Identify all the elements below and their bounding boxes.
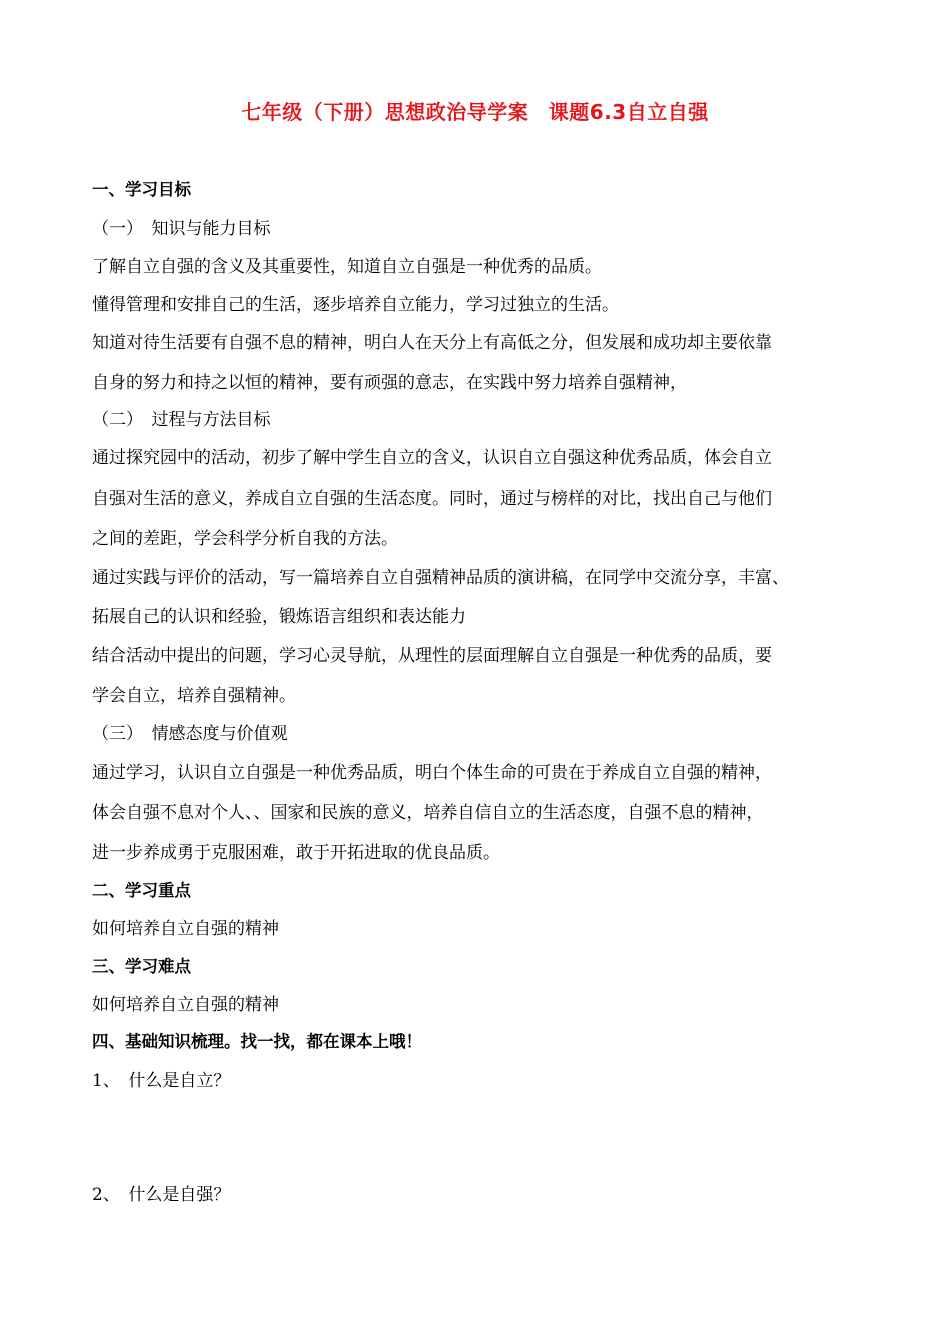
- goal2-line: 之间的差距，学会科学分析自我的方法。: [92, 529, 398, 549]
- goal1-line: 自身的努力和持之以恒的精神，要有顽强的意志，在实践中努力培养自强精神，: [92, 373, 687, 393]
- goal2-line: 结合活动中提出的问题，学习心灵导航，从理性的层面理解自立自强是一种优秀的品质，要: [92, 646, 772, 666]
- goal1-heading: （一） 知识与能力目标: [92, 219, 271, 239]
- goals-heading: 一、学习目标: [92, 180, 191, 199]
- goal2-line: 通过实践与评价的活动，写一篇培养自立自强精神品质的演讲稿，在同学中交流分享，丰富、: [92, 568, 789, 588]
- document-title: 七年级（下册）思想政治导学案 课题6.3自立自强: [241, 100, 709, 124]
- goal2-line: 通过探究园中的活动，初步了解中学生自立的含义，认识自立自强这种优秀品质，体会自立: [92, 448, 772, 468]
- question-1: 1、 什么是自立？: [92, 1071, 231, 1091]
- goal2-line: 拓展自己的认识和经验，锻炼语言组织和表达能力: [92, 607, 466, 627]
- basics-heading: 四、基础知识梳理。找一找，都在课本上哦！: [92, 1032, 422, 1051]
- goal3-heading: （三） 情感态度与价值观: [92, 724, 288, 744]
- goal2-line: 自强对生活的意义，养成自立自强的生活态度。同时，通过与榜样的对比，找出自己与他们: [92, 489, 772, 509]
- goal3-line: 进一步养成勇于克服困难，敢于开拓进取的优良品质。: [92, 843, 500, 863]
- question-2: 2、 什么是自强？: [92, 1185, 231, 1205]
- goal3-line: 体会自强不息对个人、、国家和民族的意义，培养自信自立的生活态度，自强不息的精神，: [92, 803, 764, 823]
- goal2-heading: （二） 过程与方法目标: [92, 410, 271, 430]
- difficulty-text: 如何培养自立自强的精神: [92, 995, 279, 1015]
- goal2-line: 学会自立，培养自强精神。: [92, 686, 296, 706]
- goal1-line: 知道对待生活要有自强不息的精神，明白人在天分上有高低之分，但发展和成功却主要依靠: [92, 333, 772, 353]
- goal1-line: 了解自立自强的含义及其重要性，知道自立自强是一种优秀的品质。: [92, 257, 602, 277]
- focus-heading: 二、学习重点: [92, 881, 191, 900]
- focus-text: 如何培养自立自强的精神: [92, 919, 279, 939]
- goal1-line: 懂得管理和安排自己的生活，逐步培养自立能力，学习过独立的生活。: [92, 295, 619, 315]
- difficulty-heading: 三、学习难点: [92, 957, 191, 976]
- goal3-line: 通过学习，认识自立自强是一种优秀品质，明白个体生命的可贵在于养成自立自强的精神，: [92, 763, 772, 783]
